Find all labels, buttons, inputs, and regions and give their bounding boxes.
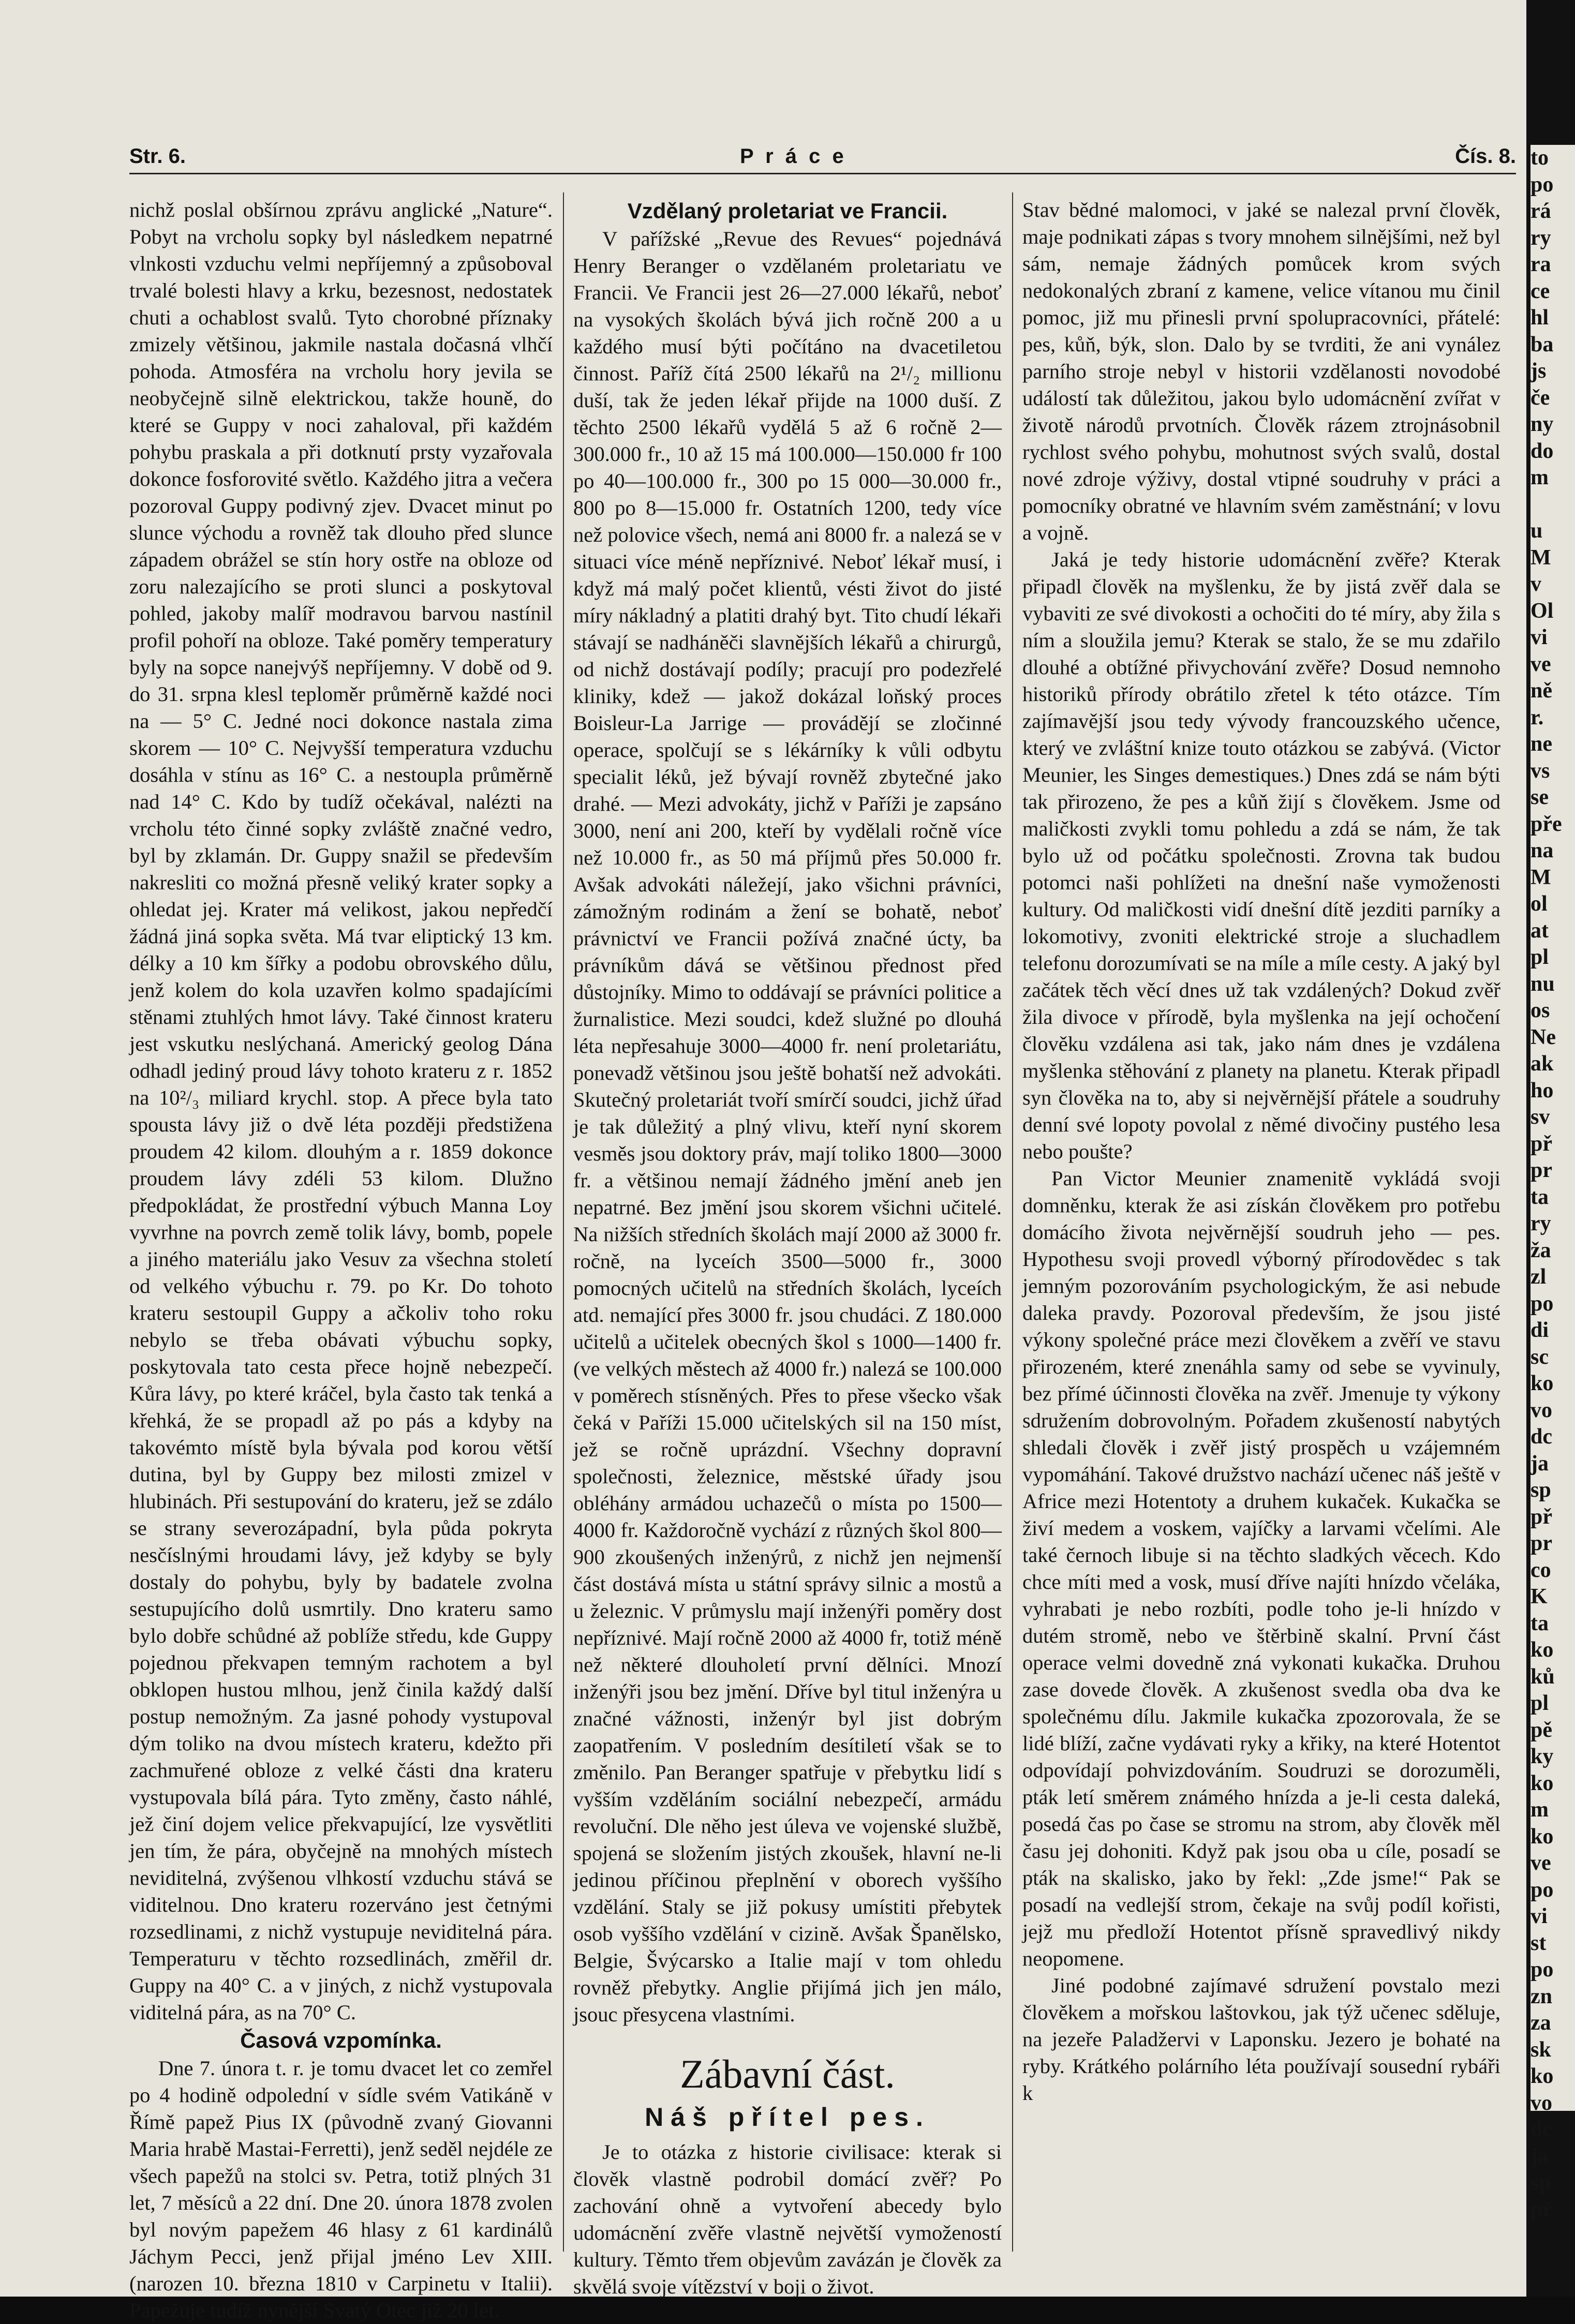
adjacent-page-strip [1526, 0, 1575, 2297]
adjacent-page-line: vi [1531, 1904, 1548, 1928]
adjacent-page-line: st [1531, 1931, 1547, 1955]
adjacent-page-line: ko [1531, 1771, 1554, 1795]
column-divider-2 [1012, 192, 1013, 2252]
adjacent-page-line: v [1531, 572, 1541, 596]
adjacent-page-line: at [1531, 918, 1549, 943]
adjacent-page-line: dc [1531, 2118, 1552, 2141]
column-2 [573, 197, 1002, 2298]
adjacent-page-line: pě [1531, 1718, 1552, 1742]
adjacent-page-line: ba [1531, 332, 1554, 356]
adjacent-page-line: se [1531, 785, 1549, 809]
adjacent-page-line: os [1531, 999, 1550, 1022]
adjacent-page-line: ně [1531, 679, 1552, 703]
adjacent-page-line: zn [1531, 1984, 1552, 2008]
adjacent-page-line: ta [1531, 1611, 1549, 1635]
article-proletariat-text: V pařížské „Revue des Revues“ pojednává Henry Beranger o vzdělaném proletariatu ve Francii. Ve Francii jest 26—27.000 lékařů, neboť na vysokých školách bývá jich ročně 200 a u každého musí býti počítáno na dvacetiletou činnost. Paříž čítá 2500 lékařů na 2¹/₂ millionu duší, tak že jeden lékař přijde na 1000 duší. Z těchto 2500 lékařů vydělá 5 až 6 ročně 2—300.000 fr., 10 až 15 má 100.000—150.000 fr 100 po 40—100.000 fr., 300 po 15 000—30.000 fr., 800 po 8—15.000 fr. Ostatních 1200, tedy více než polovice všech, nemá ani 8000 fr. a nalezá se v situaci více méně nepříznivé. Neboť lékař musí, i když má malý počet klientů, vésti život do jisté míry nákladný a platiti drahý byt. Tito chudí lékaři stávají se nadháněči slavnějších lékařů a chirurgů, od nichž dostávají podíly; pracují pro podezřelé kliniky, kdež — jakož dokázal loňský proces Boisleur-La Jarrige — provádějí se zločinné operace, spolčují se s lékárníky k vůli odbytu specialit léků, jež bývají rovněž zbytečné jako drahé. — Mezi advokáty, jichž v Paříži je zapsáno 3000, není ani 200, kteří by vydělali ročně více než 10.000 fr., as 50 má příjmů přes 50.000 fr. Avšak advokáti náležejí, jako všichni právníci, zámožným rodinám a žení se bohatě, neboť právnictví ve Francii požívá značné úcty, ba právníkům dává se většinou přednost před důstojníky. Mimo to oddávají se právníci politice a žurnalistice. Mezi soudci, kdež služné po dlouhá léta nepřesahuje 3000—4000 fr. není proletariátu, ponevadž většinou jsou ještě bohatší než advokáti. Skutečný proletariát tvoří smírčí soudci, jichž úřad je tak důležitý a plný vlivu, kteří nyní skorem vesměs jsou doktory práv, mají toliko 1800—3000 fr. a většinou nemají žádného jmění aneb jen nepatrné. Bez jmění jsou skorem všichni učitelé. Na nižších středních školách mají 2000 až 3000 fr. ročně, na lyceích 3500—5000 fr., 3000 pomocných učitelů na středních školách, lyceích atd. nemající přes 3000 fr. jsou chudáci. Z 180.000 učitelů a učitelek obecných škol s 1000—1400 fr. (ve velkých městech až 4000 fr.) nalezá se 100.000 v poměrech stísněných. Přes to přese všecko však čeká v Paříži 15.000 učitelských sil na 150 míst, jež se ročně uprázdní. Všechny dopravní společnosti, železnice, městské úřady jsou obléhány armádou uchazečů o místa po 1500—4000 fr. Každoročně vychází z různých škol 800—900 zkoušených inženýrů, z nichž jen nejmenší část dostává místa u státní správy silnic a mostů a u železnic. V průmyslu mají inženýři poměry dost nepříznivé. Mají ročně 2000 až 4000 fr, totiž méně než některé dlouholetí první dělníci. Mnozí inženýři jsou bez jmění. Dříve byl titul inženýra u značné vážnosti, inženýr byl jist dobrým zaopatřením. V posledním desítiletí však se to změnilo. Pan Beranger spatřuje v přebytku lidí s vyšším vzděláním sociální nebezpečí, armádu revoluční. Dle něho jest úleva ve vojenské službě, spojená se složením jistých zkoušek, hlavní ne-li jedinou příčinou přeplnění v oborech vyššího vzdělání. Staly se již pokusy umístiti přebytek osob vyššího vzdělání v cizině. Avšak Španělsko, Belgie, Švýcarsko a Italie mají v tom ohledu rovněž přebytky. Anglie přijímá jich jen málo, jsouc přesycena vlastními. [573, 227, 1002, 2026]
page-number: Str. 6. [129, 145, 186, 168]
adjacent-page-line: če [1531, 385, 1550, 410]
article-dog-text-3: Pan Victor Meunier znamenitě vykládá svoji domněnku, kterak že asi získán člověkem pro potřebu domácího života nejvěrnější soudruh jeho — pes. Hypothesu svoji provedl výborný přírodovědec s tak jemným pozorováním psychologickým, že asi nebude daleka pravdy. Pozoroval především, že jsou jisté výkony společné práce mezi člověkem a zvěří ve stavu přirozeném, které znenáhla samy od sebe se vyvinuly, bez přímé účinnosti člověka na zvěř. Jmenuje ty výkony sdružením dobrovolným. Pořadem zkušeností nabytých shledali člověk i zvěř jistý prospěch u vzájemném vypomáhání. Takové družstvo nachází učenec náš ještě v Africe mezi Hotentoty a druhem kukaček. Kukačka se živí medem a voskem, vajíčky a larvami včelími. Ale také černoch libuje si na těchto sladkých věcech. Kdo chce míti med a vosk, musí dříve najíti hnízdo včeláka, vyhrabati je nebo rozbíti, podle toho je-li hnízdo v dutém stromě, nebo ve štěrbině skalní. První část operace velmi dovedně zná vykonati kukačka. Druhou zase dovede člověk. A zkušenost svedla oba dva ke společnému dílu. Jakmile kukačka zpozorovala, že se lidé blíží, začne vydávati ryky a křiky, na které Hotentot odpovídají pohvizdováním. Soudruzi se dorozuměli, pták letí směrem známého hnízda a je-li cesta daleká, posedá čas po čase se stromu na strom, aby člověk měl času jej dohoniti. Když pak jsou oba u cíle, posadí se pták na skalisko, jako by řekl: „Zde jsme!“ Pak se posadí na vedlejší strom, čekaje na svůj podíl kořisti, jejž mu předloží Hotentot přísně spravedlivý nikdy neopomene. [1022, 1167, 1500, 1970]
adjacent-page-line: M [1531, 865, 1551, 889]
adjacent-page-line: sv [1531, 1105, 1550, 1129]
article-pope-text: Dne 7. února t. r. je tomu dvacet let co zemřel po 4 hodině odpolední v sídle svém Vatikáně v Římě papež Pius IX (původně zvaný Giovanni Maria hrabě Mastai-Ferretti), jenž seděl nejdéle ze všech papežů na stolci sv. Petra, totiž plných 31 let, 7 měsíců a 22 dní. Dne 20. února 1878 zvolen byl novým papežem 46 hlasy z 61 kardinálů Jáchym Pecci, jenž přijal jméno Lev XIII. (narozen 10. března 1810 v Carpinetu v Italii). Papežuje tudíž nynější Svatý Otec již 20 let. [129, 2057, 553, 2322]
adjacent-page-line: sc [1531, 1345, 1549, 1369]
adjacent-page-line: do [1531, 439, 1554, 463]
adjacent-page-line: to [1531, 146, 1549, 170]
adjacent-page-line: pře [1531, 812, 1562, 836]
adjacent-page-line: pr [1531, 1158, 1552, 1182]
article-dog-text-2: Jaká je tedy historie udomácnění zvěře? Kterak připadl člověk na myšlenku, že by jistá zvěř dala se vybaviti ze své divokosti a ochočiti do té míry, aby žila s ním a sloužila jemu? Kterak se stalo, že se mu zdařilo dlouhé a obtížné přivychování zvěře? Dosud nemnoho historiků přírody obrátilo zřetel k této otázce. Tím zajímavější jsou tedy vývody francouzského učence, který ve zvláštní knize touto otázkou se zabývá. (Victor Meunier, les Singes demestiques.) Dnes zdá se nám býti tak přirozeno, že pes a kůň žijí s člověkem. Jsme od maličkosti zvykli tomu pohledu a zdá se nám, že tak bylo už od počátku společnosti. Zrovna tak budou potomci naši pohlížeti na dnešní naše vymoženosti kultury. Od maličkosti vidí dnešní dítě jezditi parníky a lokomotivy, zvoniti elektrické stroje a sluchadlem telefonu dorozumívati se na míle a míle cesty. A jaký byl začátek těch věcí dnes už tak vzdálených? Dokud zvěř žila divoce v přírodě, byla myšlenka na její ochočení člověku vzdálena asi tak, jako nám dnes je vzdálena myšlenka stěhování z planety na planetu. Kterak připadl syn člověka na to, aby si nejvěrnější přátele a soudruhy denní své lopoty povolal z němé divočiny pustého lesa nebo poušte? [1022, 548, 1500, 1163]
adjacent-page-line: Ol [1531, 599, 1554, 623]
article-heading-casova: Časová vzpomínka. [240, 2028, 442, 2052]
adjacent-page-line: ve [1531, 652, 1551, 676]
adjacent-page-line: co [1531, 1558, 1551, 1582]
adjacent-page-line: ko [1531, 1372, 1554, 1395]
adjacent-page-line: ry [1531, 1212, 1551, 1235]
adjacent-page-line: ja [1531, 1451, 1549, 1476]
adjacent-page-line: po [1531, 172, 1554, 197]
adjacent-page-line: po [1531, 1878, 1554, 1902]
adjacent-page-line: ny [1531, 412, 1554, 436]
article-dog-intro-text: Je to otázka z historie civilisace: kterak si člověk vlastně podrobil domácí zvěř? Po zachování ohně a vytvoření abecedy bylo udomácnění zvěře vlastně největší vymožeností kultury. Těmto třem objevům zavázán je člověk za skvělá svoje vítězství v boji o život. [573, 2140, 1002, 2298]
adjacent-page-line: ky [1531, 1745, 1554, 1768]
adjacent-page-line: ol [1531, 892, 1548, 916]
adjacent-page-line: dc [1531, 1425, 1552, 1449]
column-1 [129, 197, 553, 2322]
adjacent-page-line: di [1531, 1318, 1549, 1342]
adjacent-page-line: ža [1531, 1238, 1551, 1262]
newspaper-title: P r á c e [740, 145, 847, 168]
article-dog-text-1: Stav bědné malomoci, v jaké se nalezal první člověk, maje podnikati zápas s tvory mnohem silnějšími, než byl sám, nemaje žádných pomůcek krom svých nedokonalých zbraní z kamene, velice vítanou mu činil pomoc, již mu přinesli první spolupracovníci, přátelé: pes, kůň, býk, slon. Dalo by se tvrditi, že ani vynález parního stroje nebyl v historii vzdělanosti novodobé událostí tak důležitou, jakou bylo udomácnění zvířat v životě národů prvotních. Člověk rázem ztrojnásobnil rychlost svého pohybu, mohutnost svých svalů, dostal nové zdroje výživy, dostal vtipné soudruhy v práci a pomocníky obratné ve hlavním svém zaměstnání; v lovu a vojně. [1022, 198, 1500, 544]
adjacent-page-line [1531, 491, 1575, 518]
adjacent-page-line: pr [1531, 1531, 1552, 1555]
adjacent-page-line: sp [1531, 1478, 1551, 1502]
adjacent-page-line: pl [1531, 1691, 1549, 1715]
section-heading-zabavni: Zábavní část. [680, 2051, 895, 2096]
adjacent-page-line: ko [1531, 1824, 1554, 1849]
adjacent-page-line: vs [1531, 758, 1550, 783]
adjacent-page-line: r. [1531, 705, 1544, 729]
adjacent-page-line: ak [1531, 1052, 1554, 1076]
article-heading-pritel: Náš přítel pes. [645, 2103, 930, 2132]
adjacent-page-line: př [1531, 1131, 1552, 1156]
page-header [129, 139, 1516, 172]
adjacent-page-line: ků [1531, 1664, 1555, 1689]
column-3 [1022, 197, 1500, 2256]
adjacent-page-line: vo [1531, 1398, 1552, 1422]
adjacent-page-line: js [1531, 359, 1547, 383]
article-dog-text-4: Jiné podobné zajímavé sdružení povstalo mezi člověkem a mořskou laštovkou, jak týž učenec sděluje, na jezeře Paladžervi v Laponsku. Jezero je bohaté na ryby. Krátkého polárního léta používají sousední rybáři k [1022, 1974, 1500, 2105]
column-divider-1 [563, 192, 564, 2252]
adjacent-page-line: rá [1531, 199, 1551, 223]
adjacent-page-line: m [1531, 466, 1549, 489]
adjacent-page-line: K [1531, 1585, 1548, 1608]
adjacent-page-line: Ne [1531, 1025, 1556, 1049]
adjacent-page-line: u [1531, 519, 1543, 543]
adjacent-page-line: ve [1531, 1851, 1551, 1875]
adjacent-page-line: ja [1531, 2144, 1549, 2168]
adjacent-page-line: po [1531, 1958, 1554, 1982]
adjacent-page-line: hl [1531, 306, 1549, 330]
article-volcano-text: nichž poslal obšírnou zprávu anglické „Nature“. Pobyt na vrcholu sopky byl následkem nepatrné vlnkosti vzduchu velmi nepříjemný a způsoboval trvalé bolesti hlavy a krku, bezesnost, nedostatek chuti a ochablost svalů. Tyto chorobné příznaky zmizely většinou, jakmile nastala dočasná vlhčí pohoda. Atmosféra na vrcholu hory jevila se neobyčejně silně elektrickou, takže houně, do které se Guppy v noci zahaloval, při každém pohybu praskala a při dotknutí prsty vyzařovala dokonce fosforovité světlo. Každého jitra a večera pozoroval Guppy podivný zjev. Dvacet minut po slunce východu a rovněž tak dlouho před slunce západem obrážel se stín hory ostře na obloze od zoru nalezajícího se proti slunci a poskytoval pohled, jakoby malíř modravou barvou nastínil profil pohoří na obloze. Také poměry temperatury byly na sopce nanejvýš nepříjemny. V době od 9. do 31. srpna klesl teploměr průměrně každé noci na — 5° C. Jedné noci dokonce nastala zima skorem — 10° C. Nejvyšší temperatura vzduchu dosáhla v stínu as 16° C. a nestoupla průměrně nad 14° C. Kdo by tudíž očekával, nalézti na vrcholu této činné sopky zvláště značné vedro, byl by zklamán. Dr. Guppy snažil se především nakresliti co možná přesně veliký krater sopky a ohledat jej. Krater má velikost, jakou nepředčí žádná jiná sopka světa. Má tvar eliptický 13 km. délky a 10 km šířky a podobu obrovského důlu, jenž kolem do kola uzavřen kolmo spadajícími stěnami ztuhlých hmot lávy. Také činnost krateru jest vskutku neslýchaná. Americký geolog Dána odhadl jediný proud lávy tohoto krateru z r. 1852 na 10²/₃ miliard krychl. stop. A přece byla tato spousta lávy již o dvě léta později předstižena proudem 42 kilom. dlouhým a r. 1859 dokonce proudem lávy zdéli 53 kilom. Dlužno předpokládat, že prostřední výbuch Manna Loy vyvrhne na povrch země tolik lávy, bomb, popele a jiného materiálu jako Vesuv za všechna století od velkého výbuchu r. 79. po Kr. Do tohoto krateru sestoupil Guppy a ačkoliv toho roku nebylo se třeba obávati výbuchu sopky, poskytovala tato cesta přece hojně nebezpečí. Kůra lávy, po které kráčel, byla často tak tenká a křehká, že se propadl až po pás a kdyby na takovémto místě byla bývala pod korou větší dutina, byl by Guppy bez milosti zmizel v hlubinách. Při sestupování do krateru, jež se zdálo se strany severozápadní, byla půda pokryta nesčíslnými hroudami lávy, jež kdyby se byly dostaly do pohybu, byly by badatele zvolna sestupujícího dolů usmrtily. Dno krateru samo bylo dobře schůdné až poblíže středu, kde Guppy pojednou překvapen temným rachotem a byl obklopen hustou mlhou, jenž činila každý další postup nemožným. Za jasné pohody vystupoval dým toliko na dvou místech krateru, kdežto při zachmuřené obloze z velké části dna krateru vystupovala bílá pára. Tyto změny, často náhlé, jež činí dojem velice překvapující, lze vysvětliti jen tím, že pára, obyčejně na mnohých místech neviditelná, zvýšenou vlhkostí vzduchu stává se viditelnou. Dno krateru rozerváno jest četnými rozsedlinami, z nichž vystupuje neviditelná pára. Temperaturu v těchto rozsedlinách, změřil dr. Guppy na 40° C. a v jiných, z nichž vystupovala viditelná pára, as na 70° C. [129, 198, 553, 2024]
adjacent-page-line: sp [1531, 2171, 1551, 2195]
adjacent-page-line: m [1531, 1798, 1549, 1822]
adjacent-page-line: ce [1531, 279, 1550, 303]
adjacent-page-line: př [1531, 1504, 1552, 1529]
header-rule [129, 173, 1516, 174]
adjacent-page-text [1531, 145, 1575, 2222]
adjacent-page-line: zl [1531, 1265, 1547, 1289]
adjacent-page-line: sk [1531, 2037, 1551, 2062]
adjacent-page-line: ko [1531, 1638, 1554, 1662]
article-heading-proletariat: Vzdělaný proletariat ve Francii. [627, 199, 948, 223]
adjacent-page-line: ry [1531, 226, 1551, 250]
adjacent-page-line: ko [1531, 2064, 1554, 2088]
adjacent-page-line: nu [1531, 972, 1555, 996]
issue-number: Čís. 8. [1455, 145, 1516, 168]
adjacent-page-line: ta [1531, 1185, 1549, 1209]
adjacent-page-line: M [1531, 545, 1551, 570]
adjacent-page-line: vi [1531, 625, 1548, 649]
adjacent-page-line: vo [1531, 2091, 1552, 2115]
adjacent-page-line: na [1531, 839, 1554, 862]
adjacent-page-line: pl [1531, 945, 1549, 969]
adjacent-page-line: ho [1531, 1078, 1554, 1103]
adjacent-page-line: ra [1531, 252, 1551, 276]
adjacent-page-line: po [1531, 1291, 1554, 1316]
adjacent-page-line: př [1531, 2197, 1552, 2222]
adjacent-page-line: za [1531, 2011, 1551, 2035]
adjacent-page-line: ne [1531, 732, 1552, 756]
